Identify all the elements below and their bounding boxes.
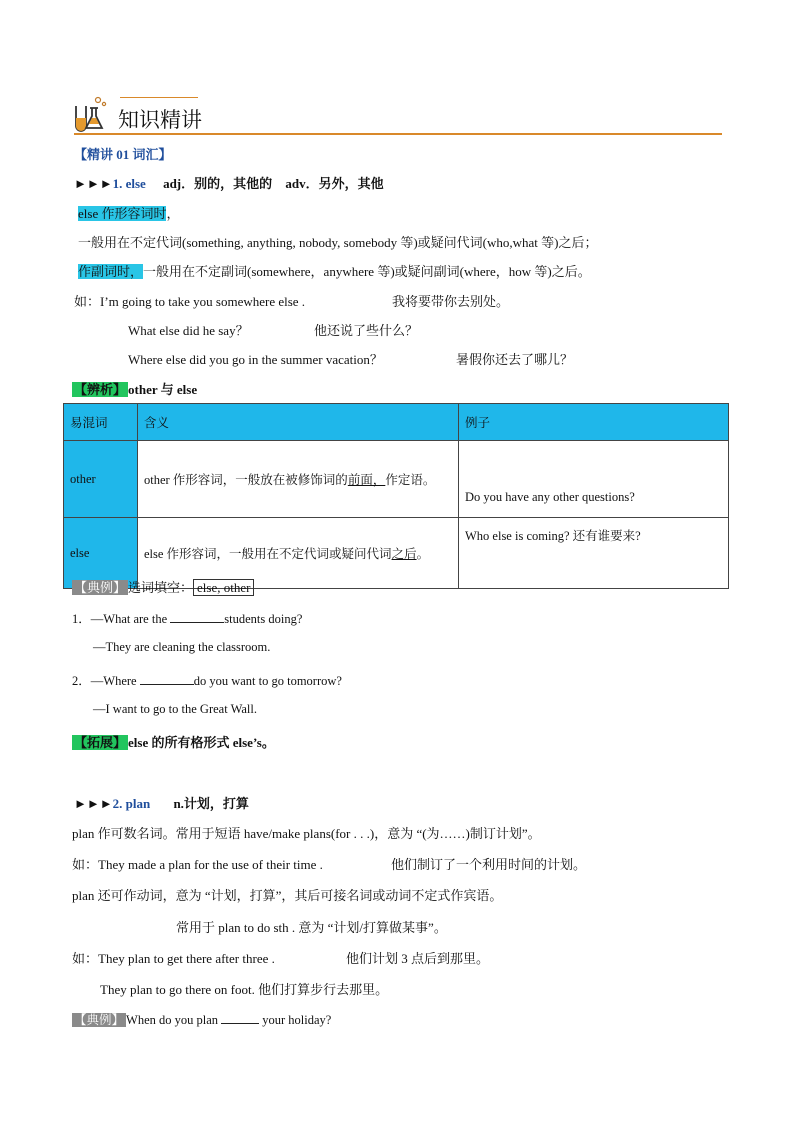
question1 [72, 609, 302, 627]
header-top-rule [120, 97, 198, 98]
table-row [64, 441, 729, 518]
else-adj-highlight: else 作形容词时 [78, 206, 167, 221]
extend-line [72, 732, 275, 751]
question-text: —What are the [90, 612, 168, 626]
else-adv-line [78, 261, 591, 280]
item1-heading [74, 173, 384, 192]
answer-blank[interactable] [221, 1012, 259, 1024]
table-cell-example [459, 441, 729, 518]
practice1-line [72, 577, 254, 596]
meaning-text: other 作形容词，一般放在被修饰词的 [144, 473, 348, 487]
answer-blank[interactable] [170, 611, 224, 623]
comparison-table [63, 403, 729, 589]
plan-line-3: 常用于 plan to do sth . 意为 “计划/打算做某事”。 [176, 920, 447, 935]
else-adv-text: 一般用在不定副词(somewhere，anywhere 等)或疑问副词(where，how 等)之后。 [143, 264, 591, 279]
item2-pos: n.计划，打算 [173, 796, 249, 811]
table-cell-word: other [64, 441, 138, 518]
plan-example1-cn: 他们制订了一个利用时间的计划。 [391, 857, 587, 872]
plan-example1-en: 如：They made a plan for the use of their time . [72, 857, 323, 872]
question-number: 1． [72, 612, 91, 626]
question-text: —Where [90, 674, 137, 688]
distinguish-tag: 【辨析】 [74, 382, 127, 397]
practice1-tag: 【典例】 [74, 580, 127, 595]
table-cell-word: else [64, 518, 138, 589]
example1-en: 如：I’m going to take you somewhere else . [74, 294, 306, 309]
example-text: Who else is coming? 还有谁要来? [465, 529, 641, 543]
meaning-underlined: 前面， [347, 473, 386, 487]
else-adj-tail: ， [166, 206, 180, 221]
example2-cn: 他还说了些什么？ [314, 323, 419, 338]
extend-text: else 的所有格形式 else’s。 [128, 735, 275, 750]
table-cell-meaning [138, 441, 459, 518]
plan-line-2: plan 还可作动词，意为 “计划，打算”，其后可接名词或动词不定式作宾语。 [72, 888, 503, 903]
extend-tag: 【拓展】 [74, 735, 127, 750]
practice2-line [72, 1010, 331, 1028]
adj-usage-line: 一般用在不定代词(something, anything, nobody, somebody 等)或疑问代词(who,what 等)之后； [78, 235, 598, 250]
question2 [72, 671, 342, 689]
example2-en: What else did he say？ [128, 323, 249, 338]
question-text: do you want to go tomorrow? [193, 674, 342, 688]
else-adv-highlight: 作副词时， [78, 264, 144, 279]
arrow-icon: ►►► [74, 176, 113, 191]
arrow-icon: ►►► [74, 796, 113, 811]
item2-heading [74, 793, 249, 812]
practice1-options: else, other [193, 579, 254, 596]
item1-adv: adv．另外，其他 [285, 176, 384, 191]
distinguish-line [72, 379, 197, 398]
table-cell-example [459, 518, 729, 589]
item1-word: 1. else [112, 176, 146, 191]
table-header-meaning: 含义 [138, 404, 459, 441]
practice2-text-tail: your holiday? [262, 1013, 332, 1027]
item1-adj: adj．别的，其他的 [163, 176, 273, 191]
practice2-tag: 【典例】 [74, 1013, 125, 1027]
practice1-prompt: 选词填空： [128, 580, 194, 595]
distinguish-text: other 与 else [128, 382, 198, 397]
plan-example2-en: 如：They plan to get there after three . [72, 951, 275, 966]
question-text: students doing? [224, 612, 303, 626]
table-header-word: 易混词 [64, 404, 138, 441]
page-title: 知识精讲 [118, 108, 202, 132]
table-header-example: 例子 [459, 404, 729, 441]
question2-reply: —I want to go to the Great Wall. [93, 702, 258, 716]
meaning-underlined: 之后 [391, 547, 417, 561]
example3-en: Where else did you go in the summer vacation？ [128, 352, 383, 367]
section-label: 【精讲 01 词汇】 [74, 147, 172, 162]
plan-line-1: plan 作可数名词。常用于短语 have/make plans(for . . .)，意为 “(为……)制订计划”。 [72, 826, 541, 841]
meaning-tail: 。 [416, 547, 430, 561]
question-number: 2． [72, 674, 91, 688]
question1-reply: —They are cleaning the classroom. [93, 640, 271, 654]
example3-cn: 暑假你还去了哪儿？ [456, 352, 574, 367]
answer-blank[interactable] [140, 673, 194, 685]
example-text: Do you have any other questions? [465, 490, 635, 504]
header-rule [74, 133, 722, 135]
else-adj-line [78, 203, 179, 222]
plan-example3: They plan to go there on foot. 他们打算步行去那里。 [100, 982, 389, 997]
meaning-text: else 作形容词，一般用在不定代词或疑问代词 [144, 547, 392, 561]
practice2-text: When do you plan [126, 1013, 219, 1027]
meaning-tail: 作定语。 [385, 473, 436, 487]
plan-example2-cn: 他们计划 3 点后到那里。 [346, 951, 490, 966]
example1-cn: 我将要带你去别处。 [392, 294, 510, 309]
item2-word: 2. plan [112, 796, 151, 811]
table-header-row [64, 404, 729, 441]
